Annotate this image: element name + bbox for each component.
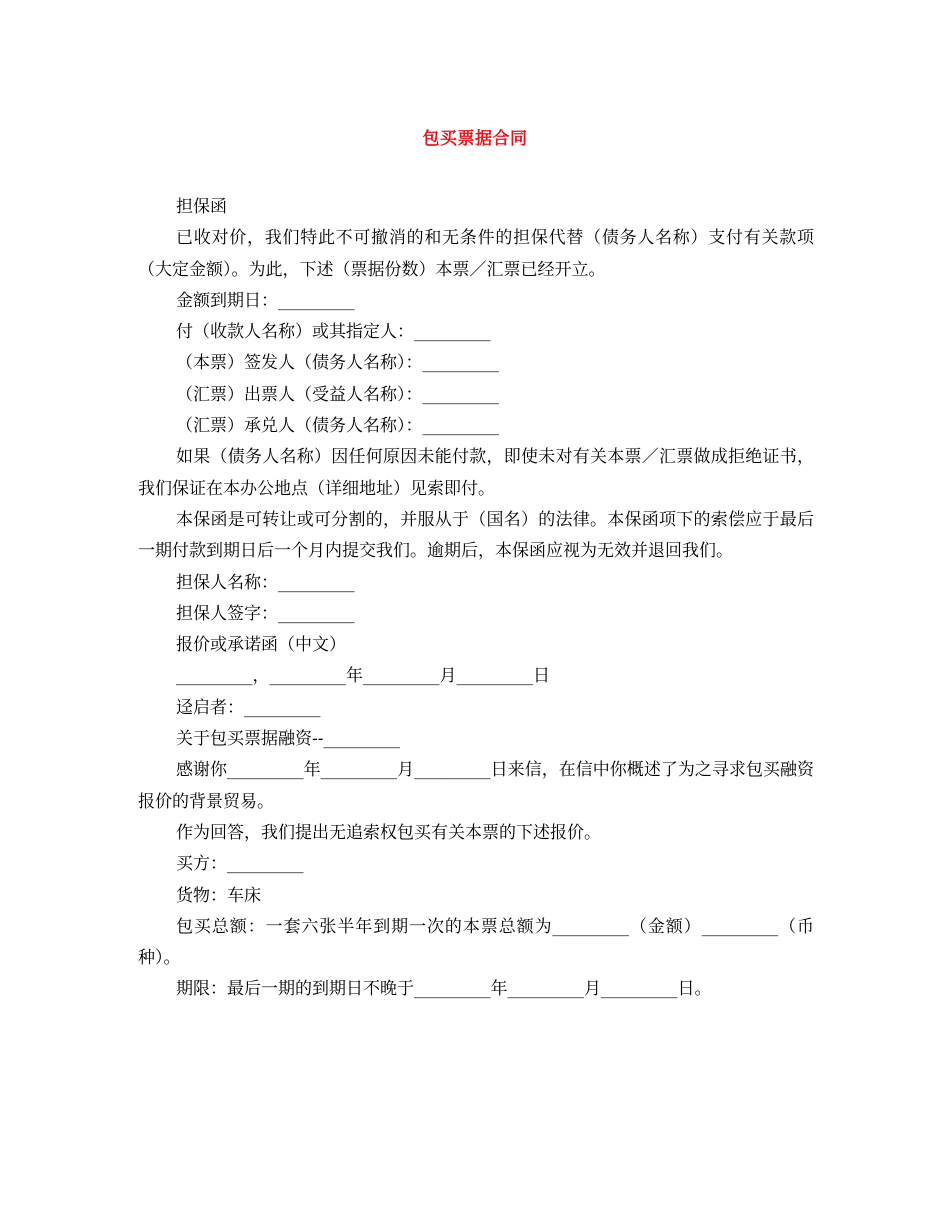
paragraph-addressee: 迳启者：_________: [176, 697, 321, 718]
paragraph-payee: 付（收款人名称）或其指定人：_________: [176, 322, 491, 343]
document-title: 包买票据合同: [422, 129, 528, 149]
paragraph-thanks: 感谢你_________年_________月_________日来信，在信中你概述了为之寻求包买融资报价的背景贸易。: [138, 760, 814, 812]
paragraph-reply: 作为回答，我们提出无追索权包买有关本票的下述报价。: [176, 822, 601, 843]
paragraph-guarantee-heading: 担保函: [176, 197, 227, 217]
paragraph-date-line: _________，_________年_________月_________日: [176, 666, 550, 687]
paragraph-term: 期限：最后一期的到期日不晚于_________年_________月_________日。: [176, 979, 712, 1000]
paragraph-transferability: 本保函是可转让或可分割的，并服从于（国名）的法律。本保函项下的索偿应于最后一期付款到期日后一个月内提交我们。逾期后，本保函应视为无效并退回我们。: [138, 509, 814, 562]
paragraph-guarantee-intro: 已收对价，我们特此不可撤消的和无条件的担保代替（债务人名称）支付有关款项（大定金额）。为此，下述（票据份数）本票／汇票已经开立。: [138, 228, 814, 280]
paragraph-acceptor: （汇票）承兑人（债务人名称）：_________: [176, 416, 499, 437]
paragraph-buyer: 买方：_________: [176, 854, 304, 875]
paragraph-drawer: （汇票）出票人（受益人名称）：_________: [176, 384, 499, 405]
paragraph-offer-heading: 报价或承诺函（中文）: [176, 635, 346, 656]
paragraph-goods: 货物：车床: [176, 885, 261, 906]
paragraph-total-amount: 包买总额：一套六张半年到期一次的本票总额为_________（金额）_________（币种）。: [138, 916, 814, 969]
paragraph-subject: 关于包买票据融资--_________: [176, 729, 400, 750]
paragraph-guarantor-signature: 担保人签字：_________: [176, 603, 355, 624]
document-body: [138, 192, 814, 1006]
paragraph-guarantor-name: 担保人名称：_________: [176, 572, 355, 593]
paragraph-payment-guarantee: 如果（债务人名称）因任何原因未能付款，即使未对有关本票／汇票做成拒绝证书，我们保证在本办公地点（详细地址）见索即付。: [138, 447, 814, 499]
paragraph-amount-due-date: 金额到期日：_________: [176, 290, 355, 311]
paragraph-note-issuer: （本票）签发人（债务人名称）：_________: [176, 353, 499, 374]
